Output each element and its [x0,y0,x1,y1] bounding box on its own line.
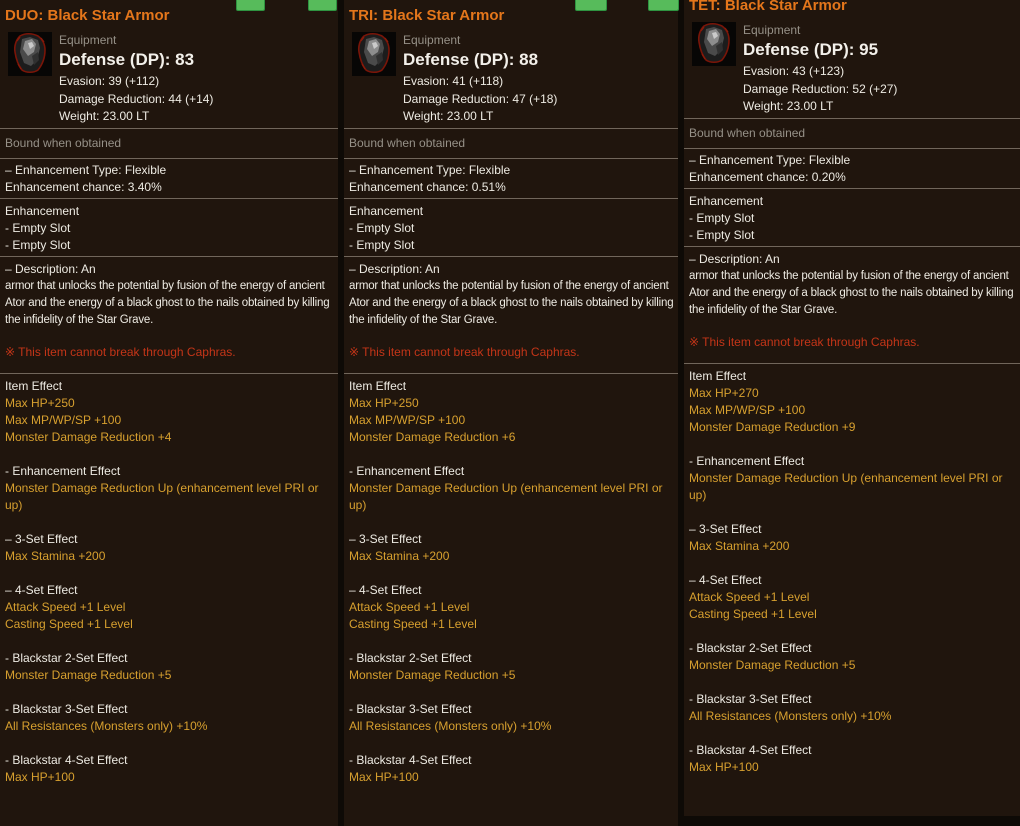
effect-section [349,650,674,684]
enhancement-slot: - Empty Slot [349,221,415,235]
effect-section [689,521,1016,555]
armor-item-icon[interactable] [352,32,396,76]
item-tooltip [0,0,338,826]
effect-line: All Resistances (Monsters only) +10% [349,719,552,733]
enhancement-info [684,149,1020,188]
evasion-stat: Evasion: 39 (+112) [59,74,160,88]
enhancement-type: – Enhancement Type: Flexible [689,153,851,167]
effect-section-header: - Enhancement Effect [349,464,465,478]
effect-line: Max HP+250 [349,396,419,410]
effect-section-header: - Blackstar 4-Set Effect [5,753,128,767]
effect-section [349,582,674,633]
effect-line: Monster Damage Reduction +4 [5,430,172,444]
green-marker [575,0,607,11]
weight-stat: Weight: 23.00 LT [403,109,494,123]
item-stats [59,32,213,126]
effect-line: Attack Speed +1 Level [689,590,810,604]
item-tooltip [344,0,678,826]
effect-line: Monster Damage Reduction +6 [349,430,516,444]
effect-section-header: - Blackstar 2-Set Effect [349,651,472,665]
enhancement-info [344,159,678,198]
bound-label: Bound when obtained [689,126,806,140]
tooltip-header [684,0,1020,118]
effect-section [5,582,334,633]
effect-section-header: - Blackstar 4-Set Effect [689,743,812,757]
effect-section-header: - Blackstar 4-Set Effect [349,753,472,767]
description-section [684,247,1020,363]
damage-reduction-stat: Damage Reduction: 47 (+18) [403,91,558,106]
effect-section [5,650,334,684]
effect-section-header: - Enhancement Effect [5,464,121,478]
enhancement-slot: - Empty Slot [689,228,755,242]
effect-section-header: – 4-Set Effect [5,583,78,597]
green-marker [236,0,265,11]
effect-line: Max MP/WP/SP +100 [689,403,806,417]
item-stats [403,32,557,126]
green-marker [308,0,337,11]
effect-line: Monster Damage Reduction Up (enhancement level PRI or up) [5,481,319,512]
effect-line: Monster Damage Reduction +5 [349,668,516,682]
effect-section-header: - Blackstar 3-Set Effect [5,702,128,716]
effect-line: Casting Speed +1 Level [689,607,817,621]
enhancement-slots [684,189,1020,246]
effect-line: Casting Speed +1 Level [349,617,477,631]
defense-stat: Defense (DP): 88 [403,50,539,69]
effect-line: All Resistances (Monsters only) +10% [5,719,208,733]
enhancement-slot: - Empty Slot [349,238,415,252]
weight-stat: Weight: 23.00 LT [59,109,150,123]
effect-section-header: Item Effect [689,369,747,383]
defense-stat: Defense (DP): 95 [743,40,879,59]
damage-reduction-stat: Damage Reduction: 44 (+14) [59,91,214,106]
effect-section-header: - Blackstar 2-Set Effect [5,651,128,665]
enhancement-slots [0,199,338,256]
evasion-stat: Evasion: 43 (+123) [743,64,845,78]
evasion-stat: Evasion: 41 (+118) [403,74,504,88]
effects-list [0,374,338,786]
effect-section [349,752,674,786]
weight-stat: Weight: 23.00 LT [743,99,834,113]
effect-section [5,701,334,735]
item-category: Equipment [743,23,801,37]
effect-section-header: Item Effect [5,379,63,393]
effect-section [5,378,334,446]
effect-line: Attack Speed +1 Level [5,600,126,614]
effect-line: Max Stamina +200 [5,549,106,563]
effect-line: Monster Damage Reduction +9 [689,420,856,434]
item-title: TRI: Black Star Armor [349,7,505,24]
item-title: DUO: Black Star Armor [5,7,170,24]
description-body: armor that unlocks the potential by fusion of the energy of ancient Ator and the energy of a black ghost to the nails obtained by killing the infidelity of the Star Grave. [349,280,674,326]
effect-section-header: - Blackstar 3-Set Effect [689,692,812,706]
item-category: Equipment [59,33,117,47]
effect-line: Attack Speed +1 Level [349,600,470,614]
description-title: – Description: An [689,252,780,266]
enhancement-chance: Enhancement chance: 0.20% [689,170,846,184]
effect-section [349,463,674,514]
item-stats [743,22,897,116]
bound-label: Bound when obtained [349,136,466,150]
effect-section-header: - Blackstar 3-Set Effect [349,702,472,716]
effect-line: Casting Speed +1 Level [5,617,133,631]
effect-section [5,463,334,514]
description-body: armor that unlocks the potential by fusion of the energy of ancient Ator and the energy of a black ghost to the nails obtained by killing the infidelity of the Star Grave. [5,280,330,326]
bound-label: Bound when obtained [5,136,122,150]
enhancement-header: Enhancement [5,204,80,218]
enhancement-type: – Enhancement Type: Flexible [349,163,511,177]
item-category: Equipment [403,33,461,47]
effect-line: Monster Damage Reduction +5 [689,658,856,672]
enhancement-chance: Enhancement chance: 0.51% [349,180,506,194]
effect-line: Monster Damage Reduction Up (enhancement level PRI or up) [689,471,1003,502]
effect-section [689,572,1016,623]
effect-section [349,531,674,565]
effect-section-header: – 4-Set Effect [349,583,422,597]
caphras-warning: ※ This item cannot break through Caphras. [689,335,920,349]
effect-section-header: – 3-Set Effect [689,522,762,536]
effect-section-header: – 4-Set Effect [689,573,762,587]
caphras-warning: ※ This item cannot break through Caphras. [349,345,580,359]
tooltip-header [0,0,338,128]
effect-line: Max MP/WP/SP +100 [5,413,122,427]
enhancement-info [0,159,338,198]
description-title: – Description: An [5,262,96,276]
effect-line: Max HP+100 [689,760,759,774]
effect-section [689,640,1016,674]
enhancement-chance: Enhancement chance: 3.40% [5,180,162,194]
description-title: – Description: An [349,262,440,276]
description-section [344,257,678,373]
effect-section [5,752,334,786]
armor-item-icon[interactable] [8,32,52,76]
effects-list [344,374,678,786]
effect-line: Max HP+100 [349,770,419,784]
enhancement-slots [344,199,678,256]
effect-section-header: - Blackstar 2-Set Effect [689,641,812,655]
effect-section [349,378,674,446]
enhancement-header: Enhancement [689,194,764,208]
effect-line: Max HP+250 [5,396,75,410]
effect-line: All Resistances (Monsters only) +10% [689,709,892,723]
armor-item-icon[interactable] [692,22,736,66]
effect-section-header: - Enhancement Effect [689,454,805,468]
effect-line: Max HP+270 [689,386,759,400]
description-section [0,257,338,373]
effect-section [689,691,1016,725]
effect-section [689,368,1016,436]
enhancement-type: – Enhancement Type: Flexible [5,163,167,177]
effects-list [684,364,1020,776]
effect-section [5,531,334,565]
caphras-warning: ※ This item cannot break through Caphras. [5,345,236,359]
damage-reduction-stat: Damage Reduction: 52 (+27) [743,81,898,96]
enhancement-slot: - Empty Slot [5,238,71,252]
enhancement-slot: - Empty Slot [689,211,755,225]
description-body: armor that unlocks the potential by fusion of the energy of ancient Ator and the energy of a black ghost to the nails obtained by killing the infidelity of the Star Grave. [689,270,1014,316]
item-title: TET: Black Star Armor [689,0,847,14]
effect-line: Monster Damage Reduction Up (enhancement level PRI or up) [349,481,663,512]
effect-section [349,701,674,735]
green-marker [648,0,679,11]
effect-line: Max HP+100 [5,770,75,784]
effect-line: Max MP/WP/SP +100 [349,413,466,427]
tooltip-header [344,0,678,128]
enhancement-header: Enhancement [349,204,424,218]
effect-line: Max Stamina +200 [349,549,450,563]
item-tooltip [684,0,1020,816]
effect-section [689,742,1016,776]
defense-stat: Defense (DP): 83 [59,50,195,69]
effect-section-header: – 3-Set Effect [5,532,78,546]
effect-section-header: – 3-Set Effect [349,532,422,546]
effect-line: Monster Damage Reduction +5 [5,668,172,682]
enhancement-slot: - Empty Slot [5,221,71,235]
effect-section [689,453,1016,504]
effect-line: Max Stamina +200 [689,539,790,553]
effect-section-header: Item Effect [349,379,407,393]
